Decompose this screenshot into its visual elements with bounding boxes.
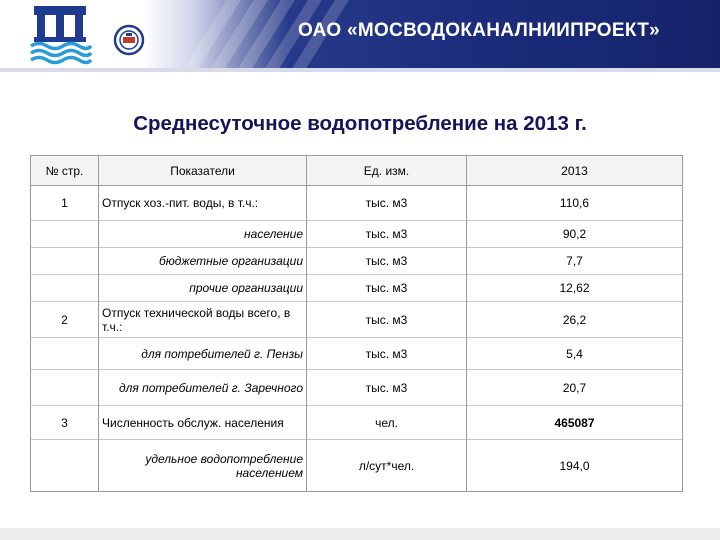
row-unit: тыс. м3 <box>307 338 467 370</box>
row-value: 12,62 <box>467 275 683 302</box>
consumption-table <box>30 155 683 492</box>
footer-bar <box>0 528 720 540</box>
row-indicator: Отпуск технической воды всего, в т.ч.: <box>99 302 307 338</box>
header-indicator: Показатели <box>99 156 307 186</box>
row-num: 1 <box>31 186 99 221</box>
row-unit: чел. <box>307 406 467 440</box>
row-unit: тыс. м3 <box>307 186 467 221</box>
table-row <box>31 302 683 338</box>
row-value: 5,4 <box>467 338 683 370</box>
header-divider <box>0 68 720 72</box>
table-row <box>31 275 683 302</box>
row-num <box>31 338 99 370</box>
row-unit: тыс. м3 <box>307 370 467 406</box>
table-row <box>31 370 683 406</box>
row-num <box>31 248 99 275</box>
row-unit: тыс. м3 <box>307 221 467 248</box>
row-value: 26,2 <box>467 302 683 338</box>
table-header-row <box>31 156 683 186</box>
row-num <box>31 440 99 492</box>
row-num <box>31 221 99 248</box>
row-indicator: для потребителей г. Пензы <box>99 338 307 370</box>
table-row <box>31 186 683 221</box>
row-value: 465087 <box>467 406 683 440</box>
header-unit: Ед. изм. <box>307 156 467 186</box>
page-title: Среднесуточное водопотребление на 2013 г. <box>133 112 587 135</box>
row-unit: тыс. м3 <box>307 248 467 275</box>
row-unit: л/сут*чел. <box>307 440 467 492</box>
table-row <box>31 248 683 275</box>
header-year: 2013 <box>467 156 683 186</box>
row-value: 194,0 <box>467 440 683 492</box>
water-tower-logo-icon <box>28 3 92 65</box>
row-num: 2 <box>31 302 99 338</box>
row-indicator: бюджетные организации <box>99 248 307 275</box>
row-value: 90,2 <box>467 221 683 248</box>
row-indicator: Отпуск хоз.-пит. воды, в т.ч.: <box>99 186 307 221</box>
row-indicator: прочие организации <box>99 275 307 302</box>
row-value: 110,6 <box>467 186 683 221</box>
row-value: 7,7 <box>467 248 683 275</box>
row-unit: тыс. м3 <box>307 275 467 302</box>
round-emblem-icon <box>113 24 145 56</box>
table-row <box>31 338 683 370</box>
row-indicator: для потребителей г. Заречного <box>99 370 307 406</box>
table-row <box>31 221 683 248</box>
row-num: 3 <box>31 406 99 440</box>
company-name: ОАО «МОСВОДОКАНАЛНИИПРОЕКТ» <box>297 20 660 41</box>
header-num: № стр. <box>31 156 99 186</box>
row-indicator: Численность обслуж. населения <box>99 406 307 440</box>
table-row <box>31 406 683 440</box>
row-unit: тыс. м3 <box>307 302 467 338</box>
row-num <box>31 275 99 302</box>
row-num <box>31 370 99 406</box>
row-indicator: удельное водопотребление населением <box>99 440 307 492</box>
header-banner <box>0 0 720 68</box>
table-row <box>31 440 683 492</box>
row-value: 20,7 <box>467 370 683 406</box>
row-indicator: население <box>99 221 307 248</box>
